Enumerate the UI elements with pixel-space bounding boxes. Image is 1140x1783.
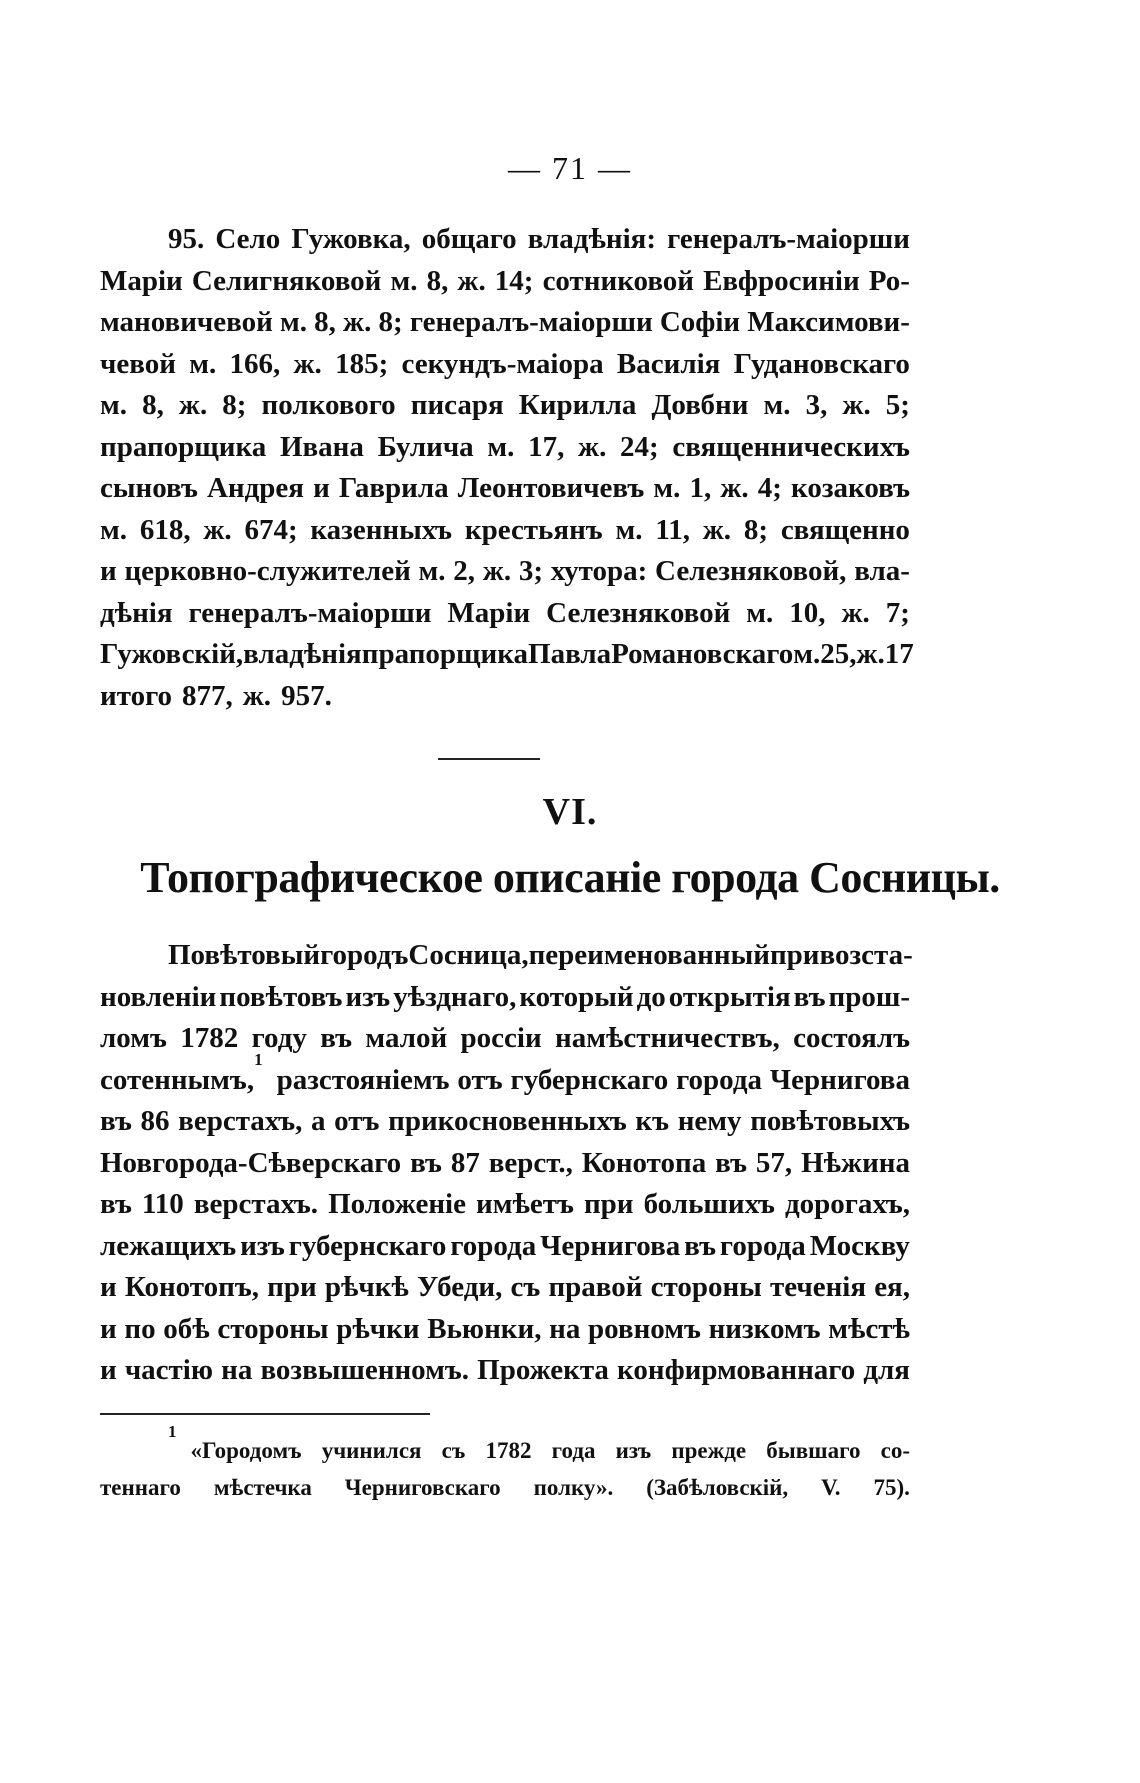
word: по (124, 1312, 156, 1345)
entry-line (100, 676, 910, 718)
word: Андрея (206, 472, 304, 504)
word: генералъ-маіорши (409, 306, 653, 338)
word: и (100, 555, 117, 587)
word: 618, (139, 513, 191, 546)
body-line (100, 1267, 910, 1309)
word: году (251, 1022, 307, 1054)
word: 17, (528, 430, 565, 463)
word: при (267, 1271, 317, 1303)
word: Село (215, 223, 281, 255)
word: въ (100, 1188, 132, 1220)
word: козаковъ (791, 472, 910, 504)
word: городъ (320, 939, 409, 971)
word: ж. (343, 306, 372, 338)
word: общаго (421, 223, 517, 255)
word: Новгорода-Сѣверскаго (100, 1146, 402, 1179)
word: обѣ (163, 1312, 210, 1345)
body-line (100, 977, 910, 1019)
word: малой (365, 1022, 448, 1054)
word: 877, (182, 679, 233, 712)
word: 674; (244, 513, 298, 546)
word: 1, (689, 472, 712, 504)
word: города (450, 1229, 537, 1262)
word: разстояніемъ (276, 1063, 450, 1096)
word: м. (189, 347, 217, 380)
word: стороны (217, 1312, 329, 1345)
entry-line (100, 468, 910, 510)
word: въ (320, 1022, 353, 1054)
word: Леонтовичевъ (457, 472, 645, 504)
word: Павла (528, 638, 612, 670)
word: отъ (334, 1105, 380, 1137)
word: россіи (460, 1022, 542, 1054)
word: дорогахъ, (784, 1188, 910, 1220)
word: м. (487, 430, 515, 463)
word: 17 (884, 638, 914, 670)
word: 8; (222, 389, 247, 421)
word: бывшаго (766, 1438, 861, 1463)
word: священническихъ (672, 430, 910, 463)
word: м. (100, 389, 128, 421)
word: Гудановскаго (733, 347, 910, 380)
word: до (636, 980, 666, 1013)
section-title: Топографическое описаніе города Сосницы. (140, 853, 1000, 902)
word: Сосница, (408, 939, 529, 971)
word: отъ (457, 1063, 503, 1096)
word: рѣчки (336, 1312, 420, 1345)
word: 11, (655, 513, 690, 546)
word: Положеніе (328, 1188, 466, 1220)
word: м. (418, 555, 446, 587)
word: учинился (321, 1438, 422, 1463)
word: Чернигова (769, 1063, 910, 1096)
word: Конотопъ, (124, 1271, 259, 1303)
entry-line (100, 510, 910, 552)
word: съ (510, 1271, 541, 1303)
word: мѣстѣ (828, 1312, 910, 1345)
word: стороны (650, 1271, 762, 1303)
footnote-line-content (168, 1422, 910, 1469)
word: 14; (494, 264, 534, 297)
word: повѣтовъ (219, 980, 343, 1013)
word: ж. (702, 513, 732, 546)
word: большихъ (643, 1188, 775, 1220)
word: 166, (229, 347, 281, 380)
word: прош- (828, 980, 910, 1013)
word: ж. (203, 513, 232, 546)
word: Селезняковой (546, 596, 731, 629)
word: 8, (314, 306, 336, 338)
entry-paragraph (100, 219, 914, 717)
word: Черниговскаго (344, 1475, 501, 1500)
word: уѣзднаго, (393, 980, 517, 1013)
word: 95. (168, 223, 205, 255)
word: 110 (141, 1188, 184, 1220)
body-line-with-footnote (100, 1049, 910, 1102)
section-number: VI. (542, 791, 598, 833)
word: въ (410, 1146, 442, 1179)
word: 7; (885, 596, 910, 629)
word: возста- (819, 939, 913, 971)
word: м. (390, 264, 418, 297)
word: V. (821, 1475, 841, 1500)
word: Селигняковой (191, 264, 382, 297)
word: и (100, 1354, 117, 1386)
word: владѣнія: (527, 223, 656, 255)
word: Кирилла (518, 389, 637, 421)
body-line (100, 935, 913, 977)
word: въ (100, 1105, 132, 1137)
word: и (313, 472, 330, 504)
word: ж. (293, 347, 322, 380)
word: м. (763, 389, 791, 421)
word: ж. (482, 555, 512, 587)
word: 2, (453, 555, 476, 587)
word: Вьюнки, (427, 1312, 542, 1345)
word: въ (793, 980, 826, 1013)
word: верстахъ, (178, 1105, 303, 1137)
word: верст., (488, 1146, 573, 1179)
word: Романовскаго (611, 638, 794, 670)
footnote (100, 1422, 910, 1506)
word: ж. (842, 389, 871, 421)
body-line-rest (277, 1060, 910, 1102)
body-line (100, 1184, 910, 1226)
word: 5; (885, 389, 910, 421)
word: и (100, 1312, 117, 1345)
word: низкомъ (708, 1312, 821, 1345)
word: состоялъ (793, 1022, 910, 1054)
word: теченія (769, 1271, 867, 1303)
word: Гужовскій, (100, 638, 244, 670)
word: прикосновенныхъ (388, 1105, 627, 1137)
body-paragraph (100, 935, 913, 1392)
page-number: — 71 — (508, 150, 632, 186)
word: города (676, 1063, 763, 1096)
word: полку». (533, 1475, 614, 1500)
word: м. (653, 472, 681, 504)
word: намѣстничествъ, (555, 1022, 780, 1054)
word: 3, (805, 389, 828, 421)
word: мѣстечка (213, 1475, 312, 1500)
entry-line (100, 427, 910, 469)
word: сыновъ (100, 472, 198, 504)
word: 24; (620, 430, 659, 463)
word: ж. (457, 264, 486, 297)
entry-line (100, 261, 910, 303)
body-line-start: сотеннымъ, (100, 1063, 255, 1096)
word: Убеди, (416, 1271, 503, 1303)
word: Конотопа (581, 1146, 707, 1179)
word: и (100, 1271, 117, 1303)
word: при (769, 939, 820, 971)
word: Маріи (447, 596, 531, 629)
footnote-rule (100, 1413, 430, 1415)
word: Маріи (100, 264, 183, 297)
word: дѣнія (100, 596, 173, 629)
word: мановичевой (100, 306, 273, 338)
word: въ (715, 1146, 748, 1179)
body-line (100, 1101, 910, 1143)
word: Гаврила (338, 472, 449, 504)
word: съ (441, 1438, 466, 1463)
body-line (100, 1226, 910, 1268)
word: Довбни (651, 389, 749, 421)
entry-line (100, 551, 910, 593)
word: м. (100, 513, 128, 546)
word: генералъ-маіорши (188, 596, 432, 629)
word: ж. (578, 430, 607, 463)
word: Булича (377, 430, 474, 463)
word: ж. (178, 389, 208, 421)
entry-line (100, 593, 910, 635)
word: Прожекта (477, 1354, 609, 1386)
word: 86 (140, 1105, 170, 1137)
word: м. (793, 638, 821, 670)
entry-line (100, 634, 914, 676)
footnote-reference: 1 (254, 1049, 263, 1069)
word: изъ (615, 1438, 652, 1463)
word: Селезняковой, (655, 555, 847, 587)
word: крестьянъ (464, 513, 603, 546)
word: лежащихъ (100, 1229, 237, 1262)
entry-line (100, 344, 910, 386)
word: 87 (450, 1146, 480, 1179)
word: къ (635, 1105, 670, 1137)
word: сотниковой (542, 264, 694, 297)
word: возвышенномъ. (260, 1354, 470, 1386)
word: 57, (755, 1146, 793, 1179)
body-line (100, 1018, 910, 1060)
footnote-line (100, 1469, 910, 1506)
word: прапорщика (100, 430, 267, 463)
word: Василія (616, 347, 721, 380)
word: въ (684, 1229, 716, 1262)
word: 3; (518, 555, 543, 587)
word: итого (100, 679, 173, 712)
word: изъ (240, 1229, 285, 1262)
word: 10, (789, 596, 826, 629)
word: частію (124, 1354, 214, 1386)
word: изъ (345, 980, 391, 1013)
word: 1782 (485, 1438, 532, 1463)
section-separator (438, 758, 540, 760)
word: ж. (242, 679, 272, 712)
word: переименованный (528, 939, 770, 971)
word: 75). (873, 1475, 910, 1500)
word: 8, (426, 264, 449, 297)
word: Нѣжина (801, 1146, 910, 1179)
word: Максимови- (747, 306, 910, 338)
word: казенныхъ (310, 513, 453, 546)
word: Софіи (659, 306, 741, 338)
word: ж. (720, 472, 749, 504)
word: Повѣтовый (168, 939, 321, 971)
word: ровномъ (588, 1312, 701, 1345)
entry-line (100, 219, 910, 261)
word: новленіи (100, 980, 217, 1013)
word: священно (780, 513, 910, 546)
word: на (549, 1312, 581, 1345)
word: открытія (668, 980, 791, 1013)
word: а (311, 1105, 326, 1137)
word: имѣетъ (476, 1188, 574, 1220)
word: верстахъ. (193, 1188, 319, 1220)
word: Ивана (279, 430, 364, 463)
word: на (221, 1354, 253, 1386)
word: при (583, 1188, 634, 1220)
word: полкового (261, 389, 396, 421)
word: вла- (854, 555, 910, 587)
word: генералъ-маіорши (667, 223, 910, 255)
entry-line (100, 302, 910, 344)
word: церковно-служителей (124, 555, 411, 587)
word: 4; (757, 472, 782, 504)
word: Евфросиніи (703, 264, 860, 297)
word: города (719, 1229, 806, 1262)
body-line (100, 1309, 910, 1351)
word: м. (746, 596, 774, 629)
word: конфирмованнаго (617, 1354, 856, 1386)
word: теннаго (100, 1475, 181, 1500)
word: 957. (281, 679, 332, 712)
footnote-marker: 1 (168, 1422, 177, 1441)
word: (Забѣловскій, (646, 1475, 789, 1500)
word: повѣтовыхъ (750, 1105, 910, 1137)
word: губернскаго (510, 1063, 669, 1096)
word: ломъ (100, 1022, 167, 1054)
word: 8; (743, 513, 769, 546)
word: 185; (335, 347, 389, 380)
word: для (863, 1354, 910, 1386)
word: 1782 (180, 1022, 239, 1054)
body-line (100, 1350, 910, 1392)
word: губернскаго (288, 1229, 447, 1262)
body-line (100, 1143, 910, 1185)
entry-line (100, 385, 910, 427)
word: прапорщика (361, 638, 529, 670)
word: нему (677, 1105, 742, 1137)
word: м. (279, 306, 307, 338)
word: ж. (841, 596, 870, 629)
word: м. (615, 513, 643, 546)
word: Чернигова (540, 1229, 681, 1262)
word: чевой (100, 347, 176, 380)
word: владѣнія (243, 638, 362, 670)
word: со- (880, 1438, 910, 1463)
word: Москву (809, 1229, 910, 1262)
footnote-line-words (191, 1432, 911, 1469)
word: Ро- (868, 264, 910, 297)
word: 25, (820, 638, 857, 670)
footnote-line (100, 1422, 910, 1469)
word: «Городомъ (190, 1438, 302, 1463)
word: прежде (671, 1438, 747, 1463)
word: Гужовка, (291, 223, 411, 255)
word: писаря (410, 389, 504, 421)
word: 8, (142, 389, 164, 421)
word: хутора: (550, 555, 648, 587)
word: правой (548, 1271, 643, 1303)
word: 8; (378, 306, 403, 338)
word: года (551, 1438, 596, 1463)
word: ж. (856, 638, 885, 670)
word: который (519, 980, 634, 1013)
word: секундъ-маіора (401, 347, 604, 380)
word: ея, (874, 1271, 910, 1303)
word: рѣчкѣ (324, 1271, 409, 1303)
